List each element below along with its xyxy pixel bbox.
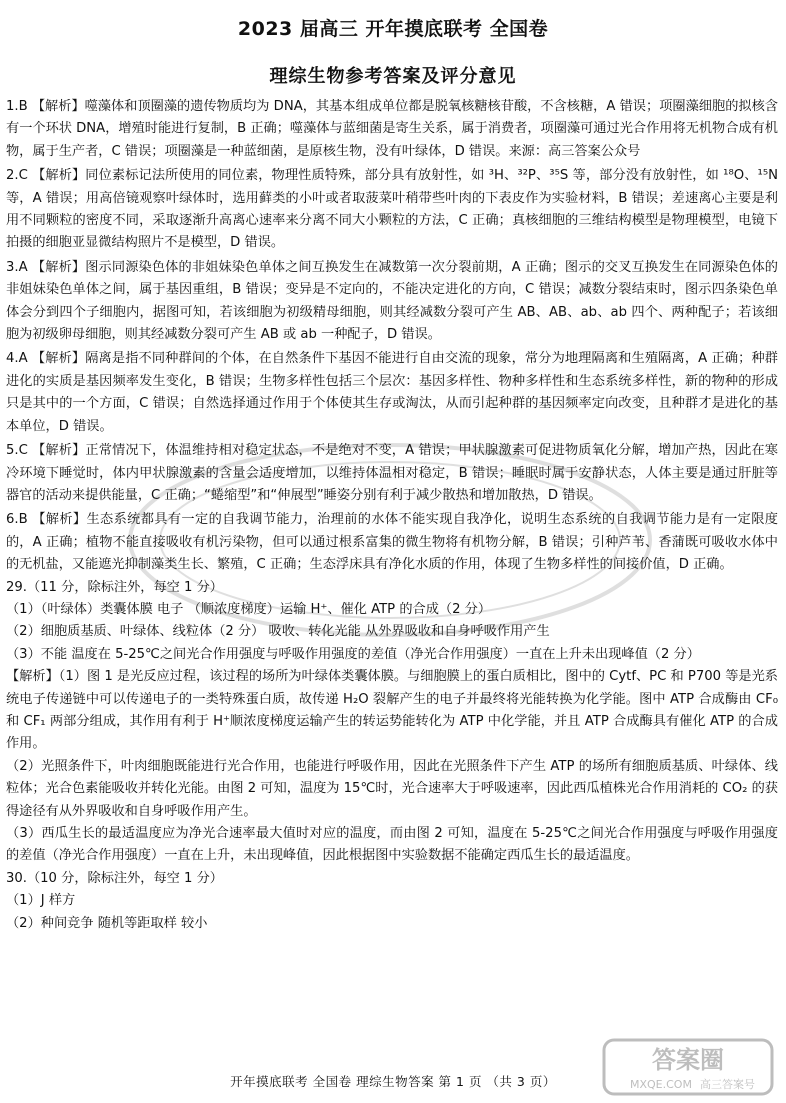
q30-answer-2: （2）种间竞争 随机等距取样 较小 (6, 915, 208, 931)
page-header-title: 2023 届高三 开年摸底联考 全国卷 (237, 18, 549, 40)
watermark-logo (600, 1036, 776, 1098)
answer-paragraph-q1: 1.B 【解析】噬藻体和顶圈藻的遗传物质均为 DNA，其基本组成单位都是脱氧核糖核苷酸，不含核糖，A 错误；项圈藻细胞的拟核含有一个环状 DNA，增殖时能进行复制，B 正确；噬藻体与蓝细菌是寄生关系，属于消费者，项圈藻可通过光合作用将无机物合成有机物，属于生产者，C 错误；项圈藻是一种蓝细菌，是原核生物，没有叶绿体，D 错误。来源：高三答案公众号 (6, 99, 778, 159)
answer-paragraph-q6: 6.B 【解析】生态系统都具有一定的自我调节能力，治理前的水体不能实现自我净化，说明生态系统的自我调节能力是有一定限度的，A 正确；植物不能直接吸收有机污染物，但可以通过根系富集的微生物将有机物分解，B 错误；引种芦苇、香蒲既可吸收水体中的无机盐，又能遮光抑制藻类生长、繁殖，C 正确；生态浮床具有净化水质的作用，体现了生物多样性的间接价值，D 正确。 (6, 512, 778, 573)
answer-paragraph-q4: 4.A 【解析】隔离是指不同种群间的个体，在自然条件下基因不能进行自由交流的现象，常分为地理隔离和生殖隔离，A 正确；种群进化的实质是基因频率发生变化，B 错误；生物多样性包括三个层次：基因多样性、物种多样性和生态系统多样性，新的物种的形成只是其中的一个方面，C 错误；自然选择通过作用于个体使其生存或淘汰，从而引起种群的基因频率定向改变，且种群才是进化的基本单位，D 错误。 (6, 351, 778, 434)
answer-paragraph-q2: 2.C 【解析】同位素标记法所使用的同位素，物理性质特殊，部分具有放射性，如 ³H、³²P、³⁵S 等，部分没有放射性，如 ¹⁸O、¹⁵N 等，A 错误；用高倍镜观察叶绿体时，选用藓类的小叶或者取菠菜叶稍带些叶肉的下表皮作为实验材料，B 错误；差速离心主要是利用不同颗粒的密度不同，采取逐渐升高离心速率来分离不同大小颗粒的方法，C 正确；真核细胞的三维结构模型是物理模型，电镜下拍摄的细胞亚显微结构照片不是模型，D 错误。 (6, 168, 778, 251)
q29-heading: 29.（11 分，除标注外，每空 1 分） (6, 579, 223, 595)
q29-explanation-2: （2）光照条件下，叶肉细胞既能进行光合作用，也能进行呼吸作用，因此在光照条件下产生 ATP 的场所有细胞质基质、叶绿体、线粒体；光合色素能吸收并转化光能。由图 2 可知，温度为 15℃时，光合速率大于呼吸速率，因此西瓜植株光合作用消耗的 CO₂ 的获得途径有从外界吸收和自身呼吸作用产生。 (6, 758, 778, 819)
answer-content (6, 96, 778, 935)
q29-answer-2: （2）细胞质基质、叶绿体、线粒体（2 分） 吸收、转化光能 从外界吸收和自身呼吸作用产生 (6, 624, 550, 640)
q29-answer-3: （3）不能 温度在 5-25℃之间光合作用强度与呼吸作用强度的差值（净光合作用强度）一直在上升未出现峰值（2 分） (6, 646, 700, 662)
q29-answer-1: （1）（叶绿体）类囊体膜 电子 （顺浓度梯度）运输 H⁺、催化 ATP 的合成（2 分） (6, 601, 492, 617)
q29-explanation-1: 【解析】（1）图 1 是光反应过程，该过程的场所为叶绿体类囊体膜。与细胞膜上的蛋白质相比，图中的 Cytf、PC 和 P700 等是光系统电子传递链中可以传递电子的一类特殊蛋白质，故传递 H₂O 裂解产生的电子并最终将光能转换为化学能。图中 ATP 合成酶由 CF₀ 和 CF₁ 两部分组成，其作用有利于 H⁺顺浓度梯度运输产生的转运势能转化为 ATP 中化学能，并且 ATP 合成酶具有催化 ATP 的合成作用。 (6, 669, 778, 752)
answer-paragraph-q5: 5.C 【解析】正常情况下，体温维持相对稳定状态，不是绝对不变，A 错误；甲状腺激素可促进物质氧化分解，增加产热，因此在寒冷环境下睡觉时，体内甲状腺激素的含量会适度增加，以维持体温相对稳定，B 错误；睡眠时属于安静状态，人体主要是通过肝脏等器官的活动来提供能量，C 正确；“蜷缩型”和“伸展型”睡姿分别有利于减少散热和增加散热，D 错误。 (6, 443, 778, 503)
watermark-logo-sub: MXQE.COM (630, 1078, 692, 1091)
answer-paragraph-q3: 3.A 【解析】图示同源染色体的非姐妹染色单体之间互换发生在减数第一次分裂前期，A 正确；图示的交叉互换发生在同源染色体的非姐妹染色单体之间，属于基因重组，B 错误；变异是不定向的，不能决定进化的方向，C 错误；减数分裂结束时，图示四条染色单体会分到四个子细胞内，据图可知，若该细胞为初级精母细胞，则其经减数分裂可产生 AB、AB、ab、ab 四个、两种配子；若该细胞为初级卵母细胞，则其经减数分裂可产生 AB 或 ab 一种配子，D 错误。 (6, 259, 778, 343)
watermark-logo-text: 答案圈 (652, 1046, 724, 1074)
page-footer: 开年摸底联考 全国卷 理综生物答案 第 1 页 （共 3 页） (230, 1074, 556, 1089)
watermark-wechat-label: 高三答案号 (700, 1078, 755, 1091)
q30-answer-1: （1）J 样方 (6, 893, 76, 909)
q29-explanation-3: （3）西瓜生长的最适温度应为净光合速率最大值时对应的温度，而由图 2 可知，温度在 5-25℃之间光合作用强度与呼吸作用强度的差值（净光合作用强度）一直在上升，未出现峰值，因此根据图中实验数据不能确定西瓜生长的最适温度。 (6, 826, 778, 864)
page-subtitle: 理综生物参考答案及评分意见 (269, 66, 517, 87)
q30-heading: 30.（10 分，除标注外，每空 1 分） (6, 870, 223, 886)
watermark-logo-icon (600, 1036, 776, 1098)
